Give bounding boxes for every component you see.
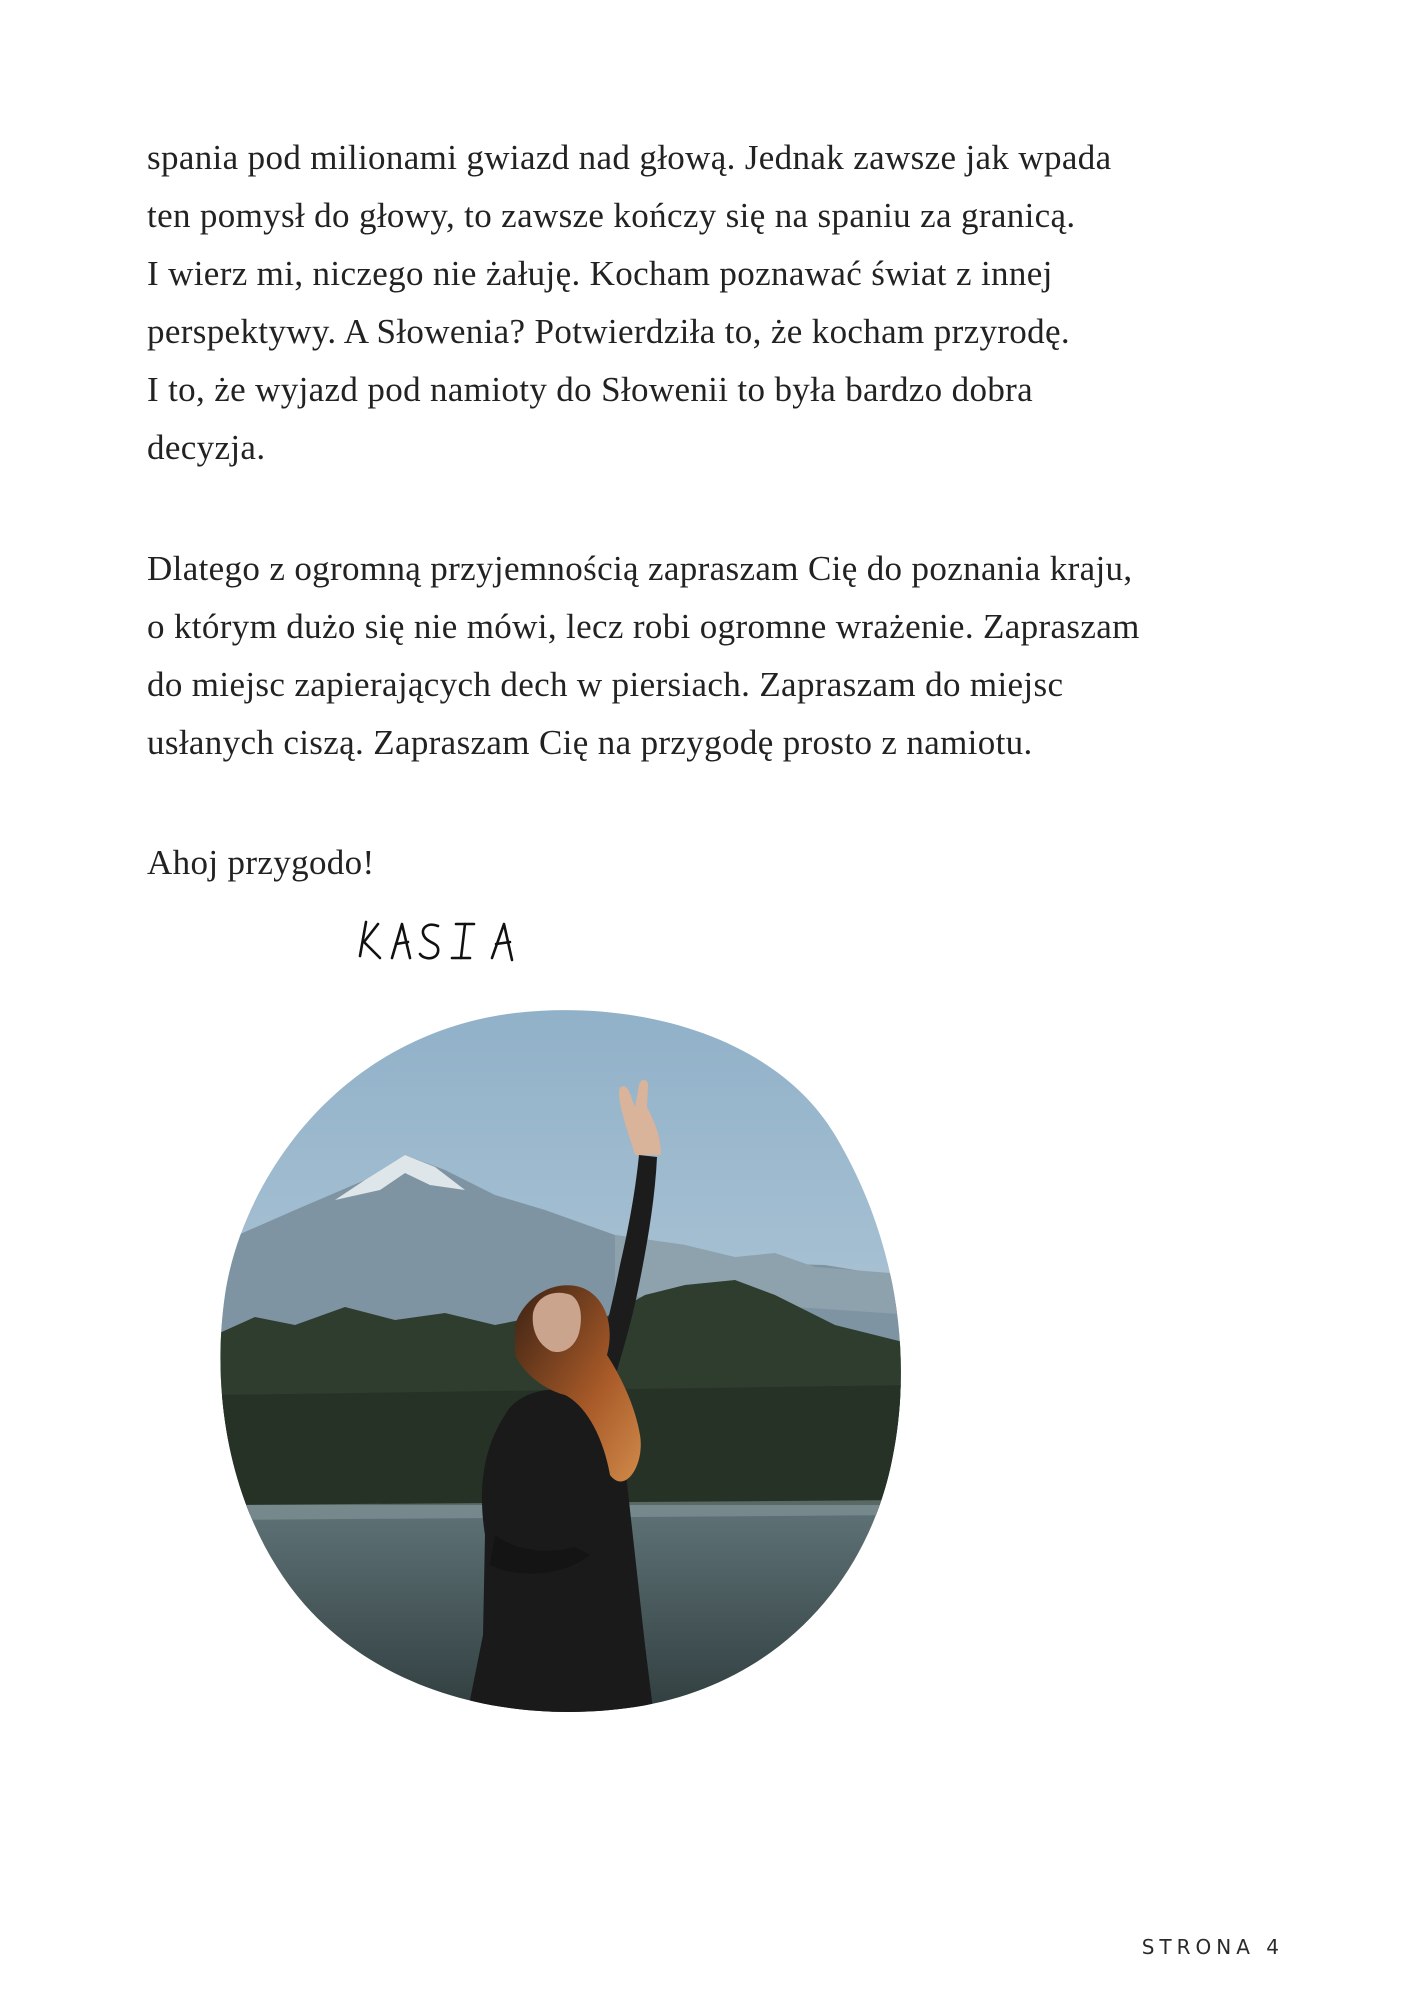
- paragraph-line: do miejsc zapierających dech w piersiach. Zapraszam do miejsc: [147, 665, 1064, 704]
- paragraph-line: decyzja.: [147, 428, 266, 467]
- paragraph-line: ten pomysł do głowy, to zawsze kończy się na spaniu za granicą.: [147, 196, 1076, 235]
- portrait-photo: [215, 995, 915, 1715]
- paragraph-line: perspektywy. A Słowenia? Potwierdziła to, że kocham przyrodę.: [147, 312, 1070, 351]
- paragraph-line: usłanych ciszą. Zapraszam Cię na przygodę prosto z namiotu.: [147, 723, 1033, 762]
- portrait-photo-icon: [215, 995, 915, 1715]
- paragraph-line: Dlatego z ogromną przyjemnością zapraszam Cię do poznania kraju,: [147, 549, 1133, 588]
- greeting-text: Ahoj przygodo!: [147, 843, 375, 882]
- paragraph-line: spania pod milionami gwiazd nad głową. Jednak zawsze jak wpada: [147, 138, 1112, 177]
- paragraph-line: o którym dużo się nie mówi, lecz robi ogromne wrażenie. Zapraszam: [147, 607, 1140, 646]
- signature-icon: [352, 912, 532, 974]
- paragraph-line: I wierz mi, niczego nie żałuję. Kocham poznawać świat z innej: [147, 254, 1053, 293]
- paragraph-line: I to, że wyjazd pod namioty do Słowenii to była bardzo dobra: [147, 370, 1034, 409]
- page-number: STRONA 4: [1141, 1935, 1284, 1959]
- paragraph-1: [147, 129, 1297, 477]
- handwritten-signature: [352, 912, 532, 974]
- paragraph-2: [147, 540, 1297, 772]
- greeting: [147, 834, 1297, 892]
